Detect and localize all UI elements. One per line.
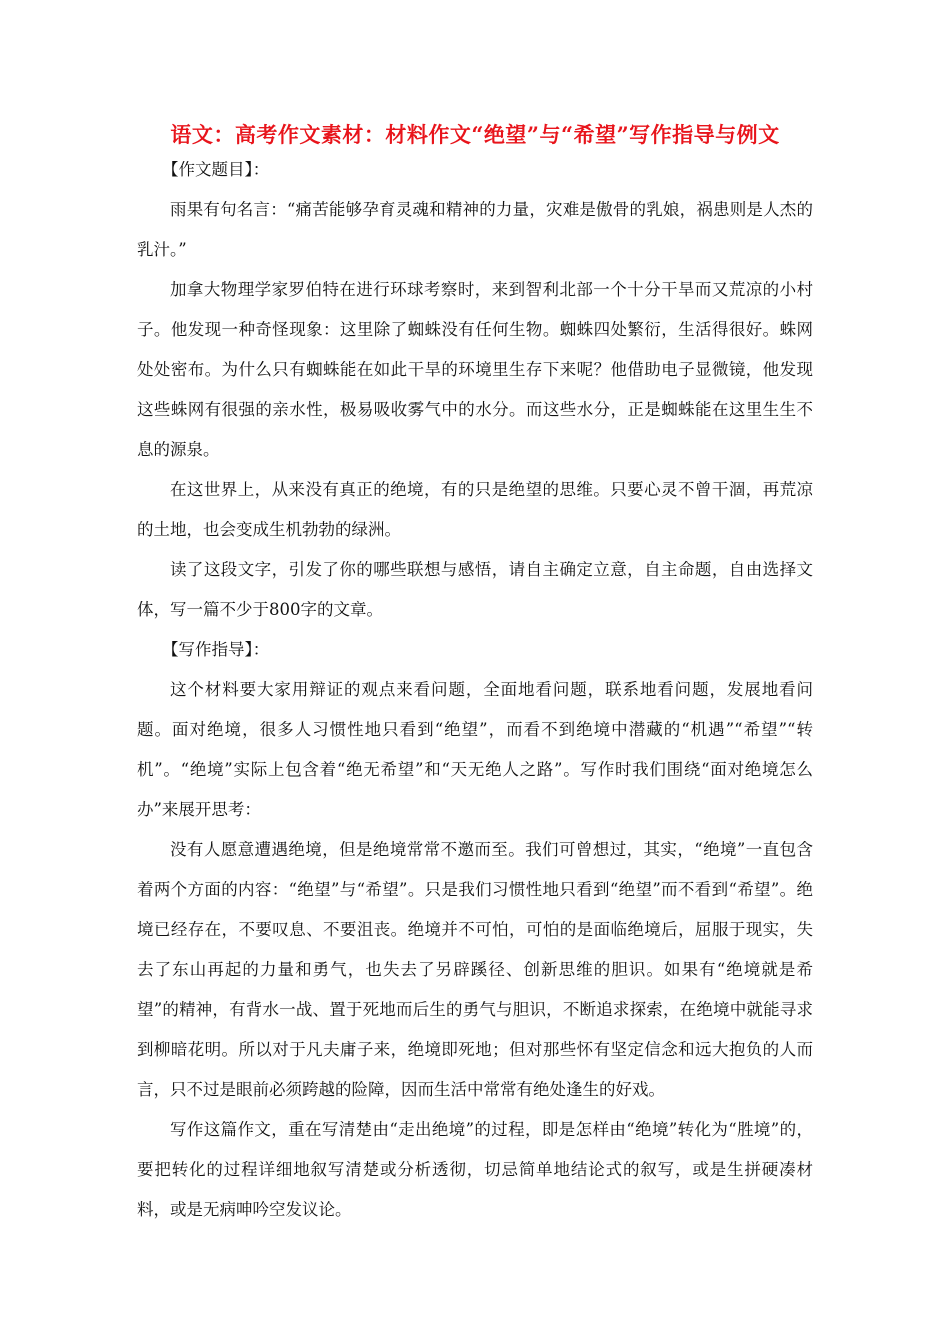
topic-paragraph-insight: 在这世界上，从来没有真正的绝境，有的只是绝望的思维。只要心灵不曾干涸，再荒凉的土地，也会变成生机勃勃的绿洲。 xyxy=(137,480,813,539)
guidance-paragraph-2: 没有人愿意遭遇绝境，但是绝境常常不邀而至。我们可曾想过，其实，“绝境”一直包含着两个方面的内容：“绝望”与“希望”。只是我们习惯性地只看到“绝望”而不看到“希望”。绝境已经存在，不要叹息、不要沮丧。绝境并不可怕，可怕的是面临绝境后，屈服于现实，失去了东山再起的力量和勇气，也失去了另辟蹊径、创新思维的胆识。如果有“绝境就是希望”的精神，有背水一战、置于死地而后生的勇气与胆识，不断追求探索，在绝境中就能寻求到柳暗花明。所以对于凡夫庸子来，绝境即死地；但对那些怀有坚定信念和远大抱负的人而言，只不过是眼前必须跨越的险障，因而生活中常常有绝处逢生的好戏。 xyxy=(137,840,813,1099)
section-heading-topic: 【作文题目】： xyxy=(162,160,270,179)
guidance-paragraph-3: 写作这篇作文，重在写清楚由“走出绝境”的过程，即是怎样由“绝境”转化为“胜境”的，要把转化的过程详细地叙写清楚或分析透彻，切忌简单地结论式的叙写，或是生拼硬凑材料，或是无病呻吟空发议论。 xyxy=(137,1120,813,1219)
document-body xyxy=(137,150,813,1230)
section-heading-guidance: 【写作指导】： xyxy=(162,640,270,659)
document-title: 语文：高考作文素材：材料作文“绝望”与“希望”写作指导与例文 xyxy=(170,122,780,147)
topic-paragraph-story: 加拿大物理学家罗伯特在进行环球考察时，来到智利北部一个十分干旱而又荒凉的小村子。他发现一种奇怪现象：这里除了蜘蛛没有任何生物。蜘蛛四处繁衍，生活得很好。蛛网处处密布。为什么只有蜘蛛能在如此干旱的环境里生存下来呢？他借助电子显微镜，他发现这些蛛网有很强的亲水性，极易吸收雾气中的水分。而这些水分，正是蜘蛛能在这里生生不息的源泉。 xyxy=(137,280,813,459)
topic-paragraph-requirement: 读了这段文字，引发了你的哪些联想与感悟，请自主确定立意，自主命题，自由选择文体，写一篇不少于800字的文章。 xyxy=(137,560,813,619)
topic-paragraph-quote: 雨果有句名言：“痛苦能够孕育灵魂和精神的力量，灾难是傲骨的乳娘，祸患则是人杰的乳汁。” xyxy=(137,200,813,259)
guidance-paragraph-1: 这个材料要大家用辩证的观点来看问题，全面地看问题，联系地看问题，发展地看问题。面对绝境，很多人习惯性地只看到“绝望”，而看不到绝境中潜藏的“机遇”“希望”“转机”。“绝境”实际上包含着“绝无希望”和“天无绝人之路”。写作时我们围绕“面对绝境怎么办”来展开思考： xyxy=(137,680,813,819)
